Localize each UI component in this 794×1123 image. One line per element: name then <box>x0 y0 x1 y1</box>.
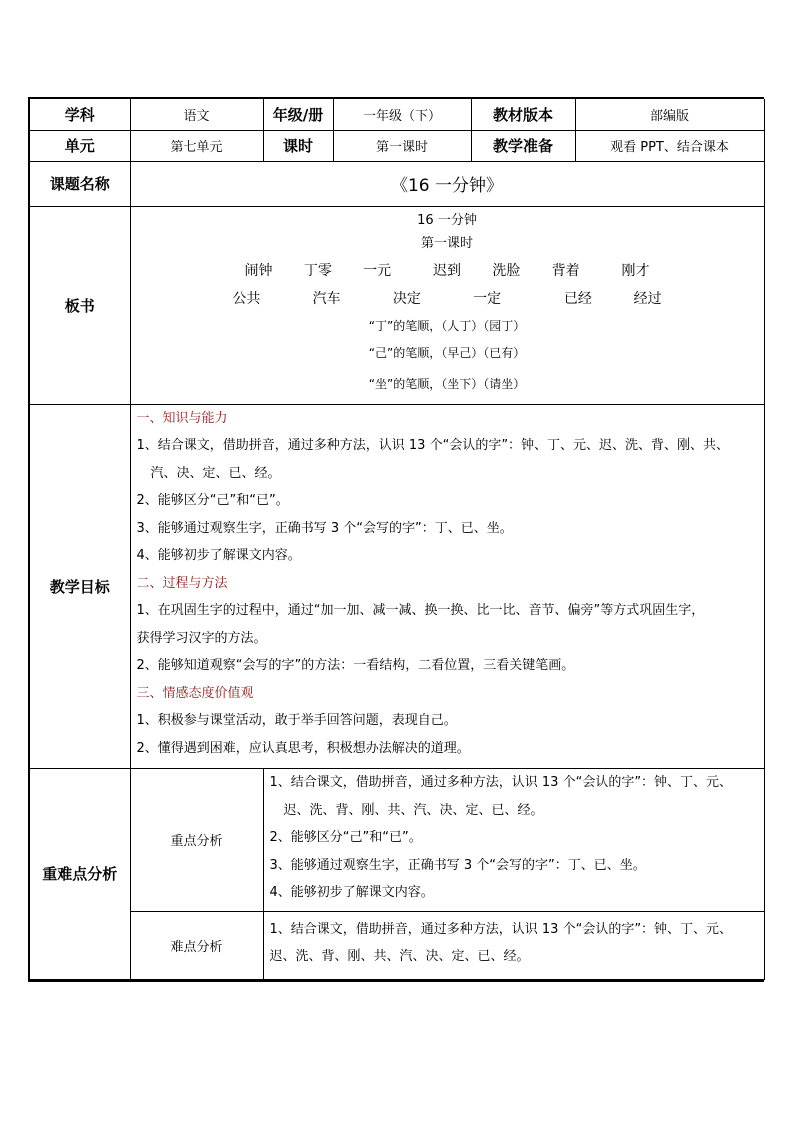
board-label: 板书 <box>30 206 130 404</box>
row-unit <box>30 130 764 161</box>
difficulty-item-cont: 迟、洗、背、刚、共、汽、决、定、已、经。 <box>269 949 530 964</box>
topic-value: 《16 一分钟》 <box>130 161 764 206</box>
goals-section-attitude: 三、情感态度价值观 <box>136 685 254 701</box>
goal-item: 1、结合课文，借助拼音，通过多种方法，认识 13 个“会认的字”：钟、丁、元、迟、洗、背、刚、共、 <box>136 438 730 453</box>
board-period: 第一课时 <box>420 235 473 251</box>
row-topic <box>30 161 764 206</box>
lesson-table <box>30 99 765 980</box>
goal-item-cont: 获得学习汉字的方法。 <box>136 630 267 646</box>
board-title: 16 一分钟 <box>417 212 477 228</box>
board-content <box>130 206 764 404</box>
difficulty-item: 1、结合课文，借助拼音，通过多种方法，认识 13 个“会认的字”：钟、丁、元、 <box>269 921 733 937</box>
row-difficulty-analysis <box>30 911 764 979</box>
difficulty-analysis-label: 难点分析 <box>130 911 263 979</box>
key-item: 4、能够初步了解课文内容。 <box>269 885 434 900</box>
grade-label: 年级/册 <box>263 99 333 130</box>
prep-value: 观看 PPT、结合课本 <box>575 130 764 161</box>
board-note-1: “丁”的笔顺，（人丁）（园丁） <box>368 318 526 333</box>
row-subject <box>30 99 764 130</box>
period-label: 课时 <box>263 130 333 161</box>
goal-item: 2、能够区分“己”和“已”。 <box>136 493 289 508</box>
goals-section-knowledge: 一、知识与能力 <box>136 410 228 426</box>
row-key-analysis <box>30 769 764 912</box>
goal-item: 3、能够通过观察生字，正确书写 3 个“会写的字”：丁、已、坐。 <box>136 520 513 536</box>
key-item: 2、能够区分“己”和“已”。 <box>269 830 422 845</box>
goal-item: 2、能够知道观察“会写的字”的方法：一看结构，二看位置，三看关键笔画。 <box>136 658 575 673</box>
goals-label: 教学目标 <box>30 404 130 769</box>
key-item: 1、结合课文，借助拼音，通过多种方法，认识 13 个“会认的字”：钟、丁、元、 <box>269 775 733 790</box>
unit-value: 第七单元 <box>130 130 263 161</box>
unit-label: 单元 <box>30 130 130 161</box>
key-item-cont: 迟、洗、背、刚、共、汽、决、定、已、经。 <box>283 802 544 818</box>
goal-item: 2、懂得遇到困难，应认真思考，积极想办法解决的道理。 <box>136 740 470 756</box>
goal-item: 4、能够初步了解课文内容。 <box>136 548 301 563</box>
edition-value: 部编版 <box>575 99 764 130</box>
board-words-2: 公共 汽车 决定 一定 已经 经过 <box>232 290 662 307</box>
subject-value: 语文 <box>130 99 263 130</box>
key-item: 3、能够通过观察生字，正确书写 3 个“会写的字”：丁、已、坐。 <box>269 857 646 873</box>
period-value: 第一课时 <box>333 130 471 161</box>
lesson-plan-table <box>28 97 764 982</box>
topic-label: 课题名称 <box>30 161 130 206</box>
subject-label: 学科 <box>30 99 130 130</box>
goal-item: 1、在巩固生字的过程中，通过“加一加、减一减、换一换、比一比、音节、偏旁”等方式巩固生字， <box>136 603 705 618</box>
goals-content <box>130 404 764 769</box>
row-goals <box>30 404 764 769</box>
row-board <box>30 206 764 404</box>
board-words-1: 闹钟 丁零 一元 迟到 洗脸 背着 刚才 <box>244 262 650 279</box>
board-note-3: “坐”的笔顺，（坐下）（请坐） <box>368 376 526 391</box>
key-analysis-label: 重点分析 <box>130 769 263 912</box>
goal-item-cont: 汽、决、定、已、经。 <box>150 465 281 481</box>
goals-section-process: 二、过程与方法 <box>136 575 228 591</box>
analysis-label: 重难点分析 <box>30 769 130 980</box>
edition-label: 教材版本 <box>471 99 575 130</box>
prep-label: 教学准备 <box>471 130 575 161</box>
key-analysis-content <box>263 769 764 912</box>
goal-item: 1、积极参与课堂活动，敢于举手回答问题，表现自己。 <box>136 713 457 728</box>
difficulty-analysis-content <box>263 911 764 979</box>
board-note-2: “己”的笔顺，（早己）（已有） <box>368 345 526 360</box>
grade-value: 一年级（下） <box>333 99 471 130</box>
